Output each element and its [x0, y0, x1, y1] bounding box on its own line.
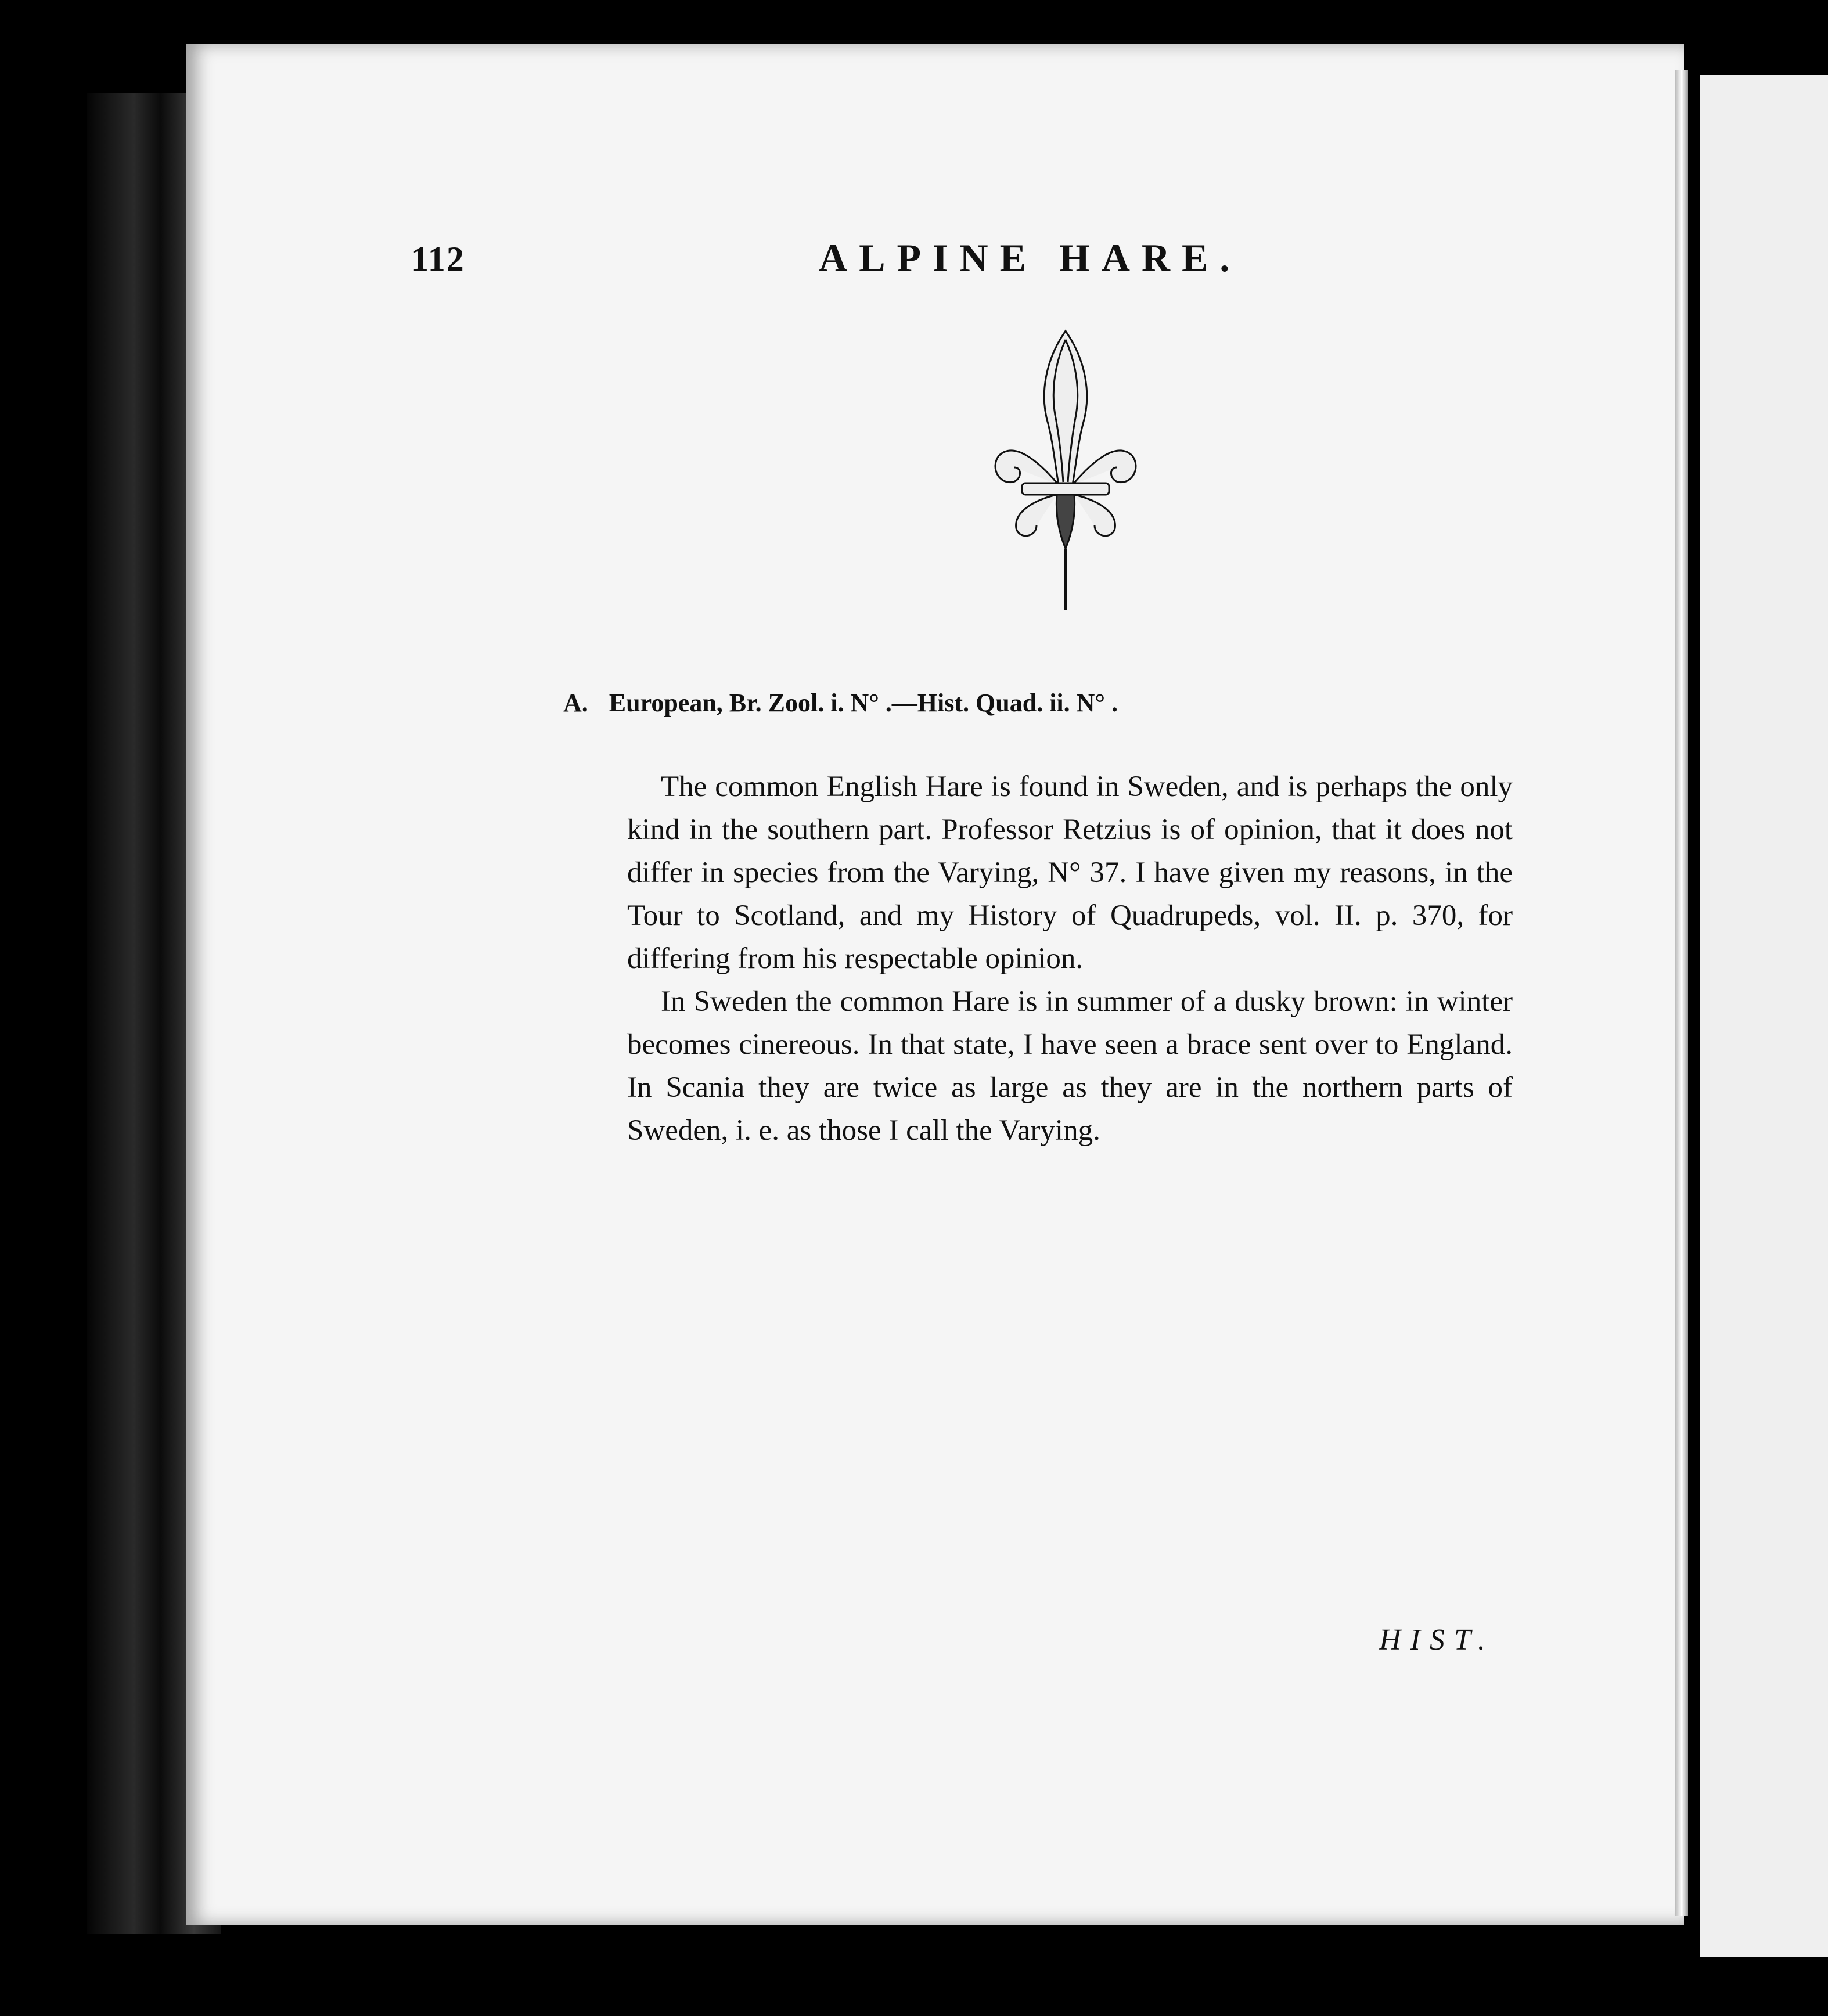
catchword: HIST. — [1379, 1623, 1495, 1657]
paragraph: In Sweden the common Hare is in summer of a dusky brown: in winter becomes cinereous. In that state, I have seen a brace sent over to England. In Scania they are twice as large as they are in the northern parts of Sweden, i. e. as those I call the Varying. — [627, 985, 1513, 1147]
body-text — [627, 765, 1513, 1152]
reference-text: European, Br. Zool. i. N° .—Hist. Quad. ii. N° . — [609, 689, 1118, 717]
reference-label: A. — [563, 689, 588, 717]
running-head: ALPINE HARE. — [819, 236, 1242, 280]
fleur-de-lis-icon — [990, 325, 1141, 615]
facing-page-edge — [1700, 75, 1828, 1957]
page-fore-edge — [1675, 70, 1688, 1916]
page-number: 112 — [411, 240, 465, 278]
paragraph: The common English Hare is found in Sweden, and is perhaps the only kind in the southern part. Professor Retzius is of opinion, that it does not differ in species from the Varying, N° 37. I have given my reasons, in the Tour to Scotland, and my History of Quadrupeds, vol. II. p. 370, for differing from his respectable opinion. — [627, 771, 1513, 975]
reference-citation — [563, 688, 1118, 718]
